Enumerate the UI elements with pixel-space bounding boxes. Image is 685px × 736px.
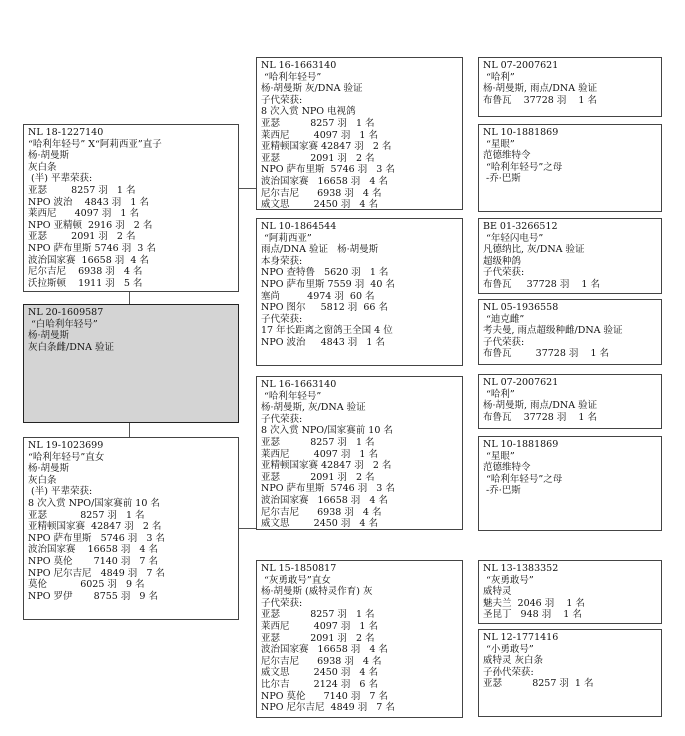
ring-number: NL 10-1864544 [261, 221, 337, 232]
pedigree-line: 莱西尼 4097 羽 1 名 [261, 620, 378, 632]
pedigree-line: NPO 波治 4843 羽 1 名 [261, 336, 385, 348]
pedigree-line: 凡德纳比, 灰/DNA 验证 [483, 244, 585, 256]
ring-number: NL 15-1850817 [261, 563, 337, 574]
ring-number: NL 18-1227140 [28, 127, 104, 138]
pedigree-box-g2 [256, 218, 463, 366]
pedigree-line: 威文思 2450 羽 4 名 [261, 518, 378, 530]
pedigree-line: 莱西尼 4097 羽 1 名 [261, 129, 378, 141]
pedigree-line: 亚瑟 8257 羽 1 名 [28, 184, 136, 196]
pedigree-line: 亚瑟 2091 羽 2 名 [261, 632, 375, 644]
pedigree-line: 比尔吉 2124 羽 6 名 [261, 678, 378, 690]
box-content [483, 221, 657, 291]
pedigree-line: 尼尔吉尼 6938 羽 4 名 [261, 506, 382, 518]
pedigree-line: 考夫曼, 雨点超级种雌/DNA 验证 [483, 325, 623, 337]
pedigree-box-gg8 [478, 629, 662, 717]
ring-number: NL 19-1023699 [28, 440, 104, 451]
pedigree-line: 波治国家赛 16658 羽 4 名 [28, 544, 158, 556]
pedigree-line: 杨·胡曼斯, 雨点/DNA 验证 [483, 83, 598, 95]
connector-line [129, 292, 130, 304]
pedigree-box-sire-side [23, 124, 239, 292]
pedigree-line: “哈利年轻号” [261, 71, 322, 83]
pedigree-line: “哈利年轻号”之母 [483, 473, 563, 485]
ring-number: BE 01-3266512 [483, 221, 558, 232]
connector-line [239, 188, 256, 189]
box-content [261, 221, 458, 349]
pedigree-line: 威文思 2450 羽 4 名 [261, 199, 378, 210]
pedigree-line: “哈利” [483, 71, 515, 83]
pedigree-line: 亚精顿国家赛 42847 羽 2 名 [261, 141, 392, 153]
pedigree-line: 亚瑟 8257 羽 1 名 [261, 609, 375, 621]
pedigree-line: NPO 萨布里斯 5746 羽 3 名 [261, 483, 395, 495]
pedigree-line: 本身荣获: [261, 255, 303, 267]
pedigree-line: 布鲁瓦 37728 羽 1 名 [483, 348, 610, 360]
pedigree-line: “灰勇敢号” [483, 574, 534, 586]
pedigree-line: NPO 萨布里斯 5746 羽 3 名 [261, 164, 395, 176]
pedigree-line: “白哈利年轻号” [28, 318, 98, 330]
pedigree-line: 8 次入赏 NPO 电视鸽 [261, 106, 356, 118]
pedigree-line: (半) 平辈荣获: [28, 486, 93, 498]
pedigree-line: 尼尔吉尼 6938 羽 4 名 [261, 655, 382, 667]
pedigree-line: 范德维特令 [483, 462, 531, 474]
pedigree-line: 威文思 2450 羽 4 名 [261, 667, 378, 679]
pedigree-box-gg4 [478, 299, 662, 365]
pedigree-line: 亚精顿国家赛 42847 羽 2 名 [28, 521, 162, 533]
box-content [483, 60, 657, 106]
pedigree-line: “哈利” [483, 388, 515, 400]
pedigree-line: 杨·胡曼斯 灰/DNA 验证 [261, 83, 363, 95]
pedigree-line: 亚瑟 8257 羽 1 名 [483, 678, 594, 690]
pedigree-line: 莫伦 6025 羽 9 名 [28, 579, 145, 591]
pedigree-line: “哈利年轻号”之母 [483, 161, 563, 173]
pedigree-box-gg3 [478, 218, 662, 294]
pedigree-line: “星眼” [483, 450, 515, 462]
box-content [261, 60, 458, 210]
pedigree-line: 杨·胡曼斯 [28, 463, 70, 475]
pedigree-line: 亚瑟 2091 羽 2 名 [261, 152, 375, 164]
pedigree-box-gg6 [478, 436, 662, 531]
pedigree-line: 亚瑟 8257 羽 1 名 [261, 117, 375, 129]
pedigree-line: 莱西尼 4097 羽 1 名 [261, 448, 378, 460]
ring-number: NL 10-1881869 [483, 439, 559, 450]
pedigree-line: “小勇敢号” [483, 643, 534, 655]
pedigree-box-g4 [256, 560, 463, 718]
pedigree-box-gg2 [478, 124, 662, 212]
pedigree-line: (半) 平辈荣获: [28, 173, 93, 185]
pedigree-line: 塞尚 4974 羽 60 名 [261, 290, 375, 302]
pedigree-box-g1 [256, 57, 463, 210]
pedigree-line: “星眼” [483, 138, 515, 150]
pedigree-line: 亚瑟 2091 羽 2 名 [261, 471, 375, 483]
ring-number: NL 13-1383352 [483, 563, 559, 574]
pedigree-line: 布鲁瓦 37728 羽 1 名 [483, 278, 600, 290]
pedigree-line: 子代荣获: [483, 336, 525, 348]
pedigree-line: 8 次入赏 NPO/国家赛前 10 名 [28, 497, 160, 509]
pedigree-line: NPO 罗伊 8755 羽 9 名 [28, 590, 158, 602]
pedigree-line: 灰白条 [28, 474, 57, 486]
box-content [28, 440, 234, 602]
pedigree-line: 沃拉斯顿 1911 羽 5 名 [28, 277, 143, 289]
pedigree-line: 子代荣获: [261, 94, 303, 106]
pedigree-line: “年轻闪电号” [483, 232, 544, 244]
pedigree-line: NPO 莫伦 7140 羽 7 名 [28, 555, 158, 567]
ring-number: NL 10-1881869 [483, 127, 559, 138]
pedigree-line: 波治国家赛 16658 羽 4 名 [261, 644, 388, 656]
pedigree-line: 布鲁瓦 37728 羽 1 名 [483, 411, 597, 423]
pedigree-box-g3 [256, 376, 463, 530]
pedigree-box-gg7 [478, 560, 662, 624]
pedigree-line: 杨·胡曼斯, 雨点/DNA 验证 [483, 400, 598, 412]
pedigree-line: NPO 尼尔吉尼 4849 羽 7 名 [261, 702, 395, 714]
pedigree-line: 威特灵 灰白条 [483, 655, 544, 667]
pedigree-line: -乔·巴斯 [483, 485, 521, 497]
connector-line [129, 423, 130, 437]
pedigree-line: 亚瑟 8257 羽 1 名 [261, 436, 375, 448]
pedigree-line: NPO 亚精顿 2916 羽 2 名 [28, 219, 153, 231]
ring-number: NL 07-2007621 [483, 60, 559, 71]
pedigree-line: 布鲁瓦 37728 羽 1 名 [483, 94, 597, 106]
ring-number: NL 12-1771416 [483, 632, 559, 643]
box-content [261, 379, 458, 530]
pedigree-line: 子代荣获: [261, 313, 303, 325]
pedigree-line: 亚瑟 2091 羽 2 名 [28, 231, 136, 243]
pedigree-line: 超级种鸽 [483, 255, 522, 267]
pedigree-line: 雨点/DNA 验证 杨·胡曼斯 [261, 244, 379, 256]
pedigree-box-subject [23, 304, 239, 423]
ring-number: NL 16-1663140 [261, 379, 337, 390]
pedigree-line: 波治国家赛 16658 羽 4 名 [261, 494, 388, 506]
box-content [28, 127, 234, 289]
pedigree-line: “阿莉西亚” [261, 232, 312, 244]
box-content [28, 307, 234, 353]
pedigree-line: 灰白条雌/DNA 验证 [28, 341, 115, 353]
pedigree-box-gg1 [478, 57, 662, 117]
pedigree-line: 亚精顿国家赛 42847 羽 2 名 [261, 460, 392, 472]
pedigree-line: 子代荣获: [261, 413, 303, 425]
box-content [483, 632, 657, 690]
box-content [483, 302, 657, 360]
pedigree-line: 波治国家赛 16658 羽 4 名 [28, 254, 149, 266]
pedigree-line: 尼尔吉尼 6938 羽 4 名 [261, 187, 382, 199]
pedigree-line: 杨·胡曼斯 (威特灵作育) 灰 [261, 586, 373, 598]
pedigree-line: NPO 萨布里斯 7559 羽 40 名 [261, 278, 395, 290]
pedigree-line: “哈利年轻号” X“阿莉西亚”直子 [28, 138, 162, 150]
pedigree-line: 圣昆丁 948 羽 1 名 [483, 609, 582, 621]
pedigree-line: 杨·胡曼斯 [28, 150, 70, 162]
pedigree-line: 子代荣获: [261, 597, 303, 609]
ring-number: NL 20-1609587 [28, 307, 104, 318]
box-content [261, 563, 458, 714]
pedigree-line: 亚瑟 8257 羽 1 名 [28, 509, 145, 521]
ring-number: NL 16-1663140 [261, 60, 337, 71]
pedigree-line: 灰白条 [28, 161, 57, 173]
pedigree-line: NPO 查特鲁 5620 羽 1 名 [261, 267, 389, 279]
pedigree-line: 波治国家赛 16658 羽 4 名 [261, 175, 388, 187]
box-content [483, 377, 657, 423]
box-content [483, 127, 657, 185]
pedigree-line: 魅夫兰 2046 羽 1 名 [483, 597, 585, 609]
pedigree-box-gg5 [478, 374, 662, 429]
pedigree-line: “哈利年轻号” [261, 390, 322, 402]
pedigree-line: -乔·巴斯 [483, 173, 521, 185]
pedigree-line: 17 年长距离之窗鸽王全国 4 位 [261, 325, 393, 337]
pedigree-line: 范德维特令 [483, 150, 531, 162]
connector-line [239, 528, 256, 529]
pedigree-line: NPO 萨布里斯 5746 羽 3 名 [28, 532, 165, 544]
pedigree-line: 杨·胡曼斯, 灰/DNA 验证 [261, 402, 366, 414]
pedigree-line: NPO 波治 4843 羽 1 名 [28, 196, 149, 208]
pedigree-line: “哈利年轻号”直女 [28, 451, 105, 463]
pedigree-line: 威特灵 [483, 586, 512, 598]
pedigree-line: 莱西尼 4097 羽 1 名 [28, 208, 139, 220]
pedigree-line: 杨·胡曼斯 [28, 330, 70, 342]
ring-number: NL 05-1936558 [483, 302, 559, 313]
pedigree-line: 子代荣获: [483, 267, 525, 279]
box-content [483, 439, 657, 497]
ring-number: NL 07-2007621 [483, 377, 559, 388]
pedigree-line: 8 次入赏 NPO/国家赛前 10 名 [261, 425, 393, 437]
pedigree-box-dam [23, 437, 239, 620]
pedigree-line: 尼尔吉尼 6938 羽 4 名 [28, 266, 143, 278]
box-content [483, 563, 657, 621]
pedigree-line: “迪克雌” [483, 313, 525, 325]
pedigree-line: NPO 图尔 5812 羽 66 名 [261, 302, 388, 314]
pedigree-line: NPO 莫伦 7140 羽 7 名 [261, 690, 388, 702]
pedigree-line: “灰勇敢号”直女 [261, 574, 331, 586]
pedigree-line: NPO 萨布里斯 5746 羽 3 名 [28, 242, 156, 254]
pedigree-line: NPO 尼尔吉尼 4849 羽 7 名 [28, 567, 165, 579]
pedigree-line: 子孙代荣获: [483, 666, 534, 678]
